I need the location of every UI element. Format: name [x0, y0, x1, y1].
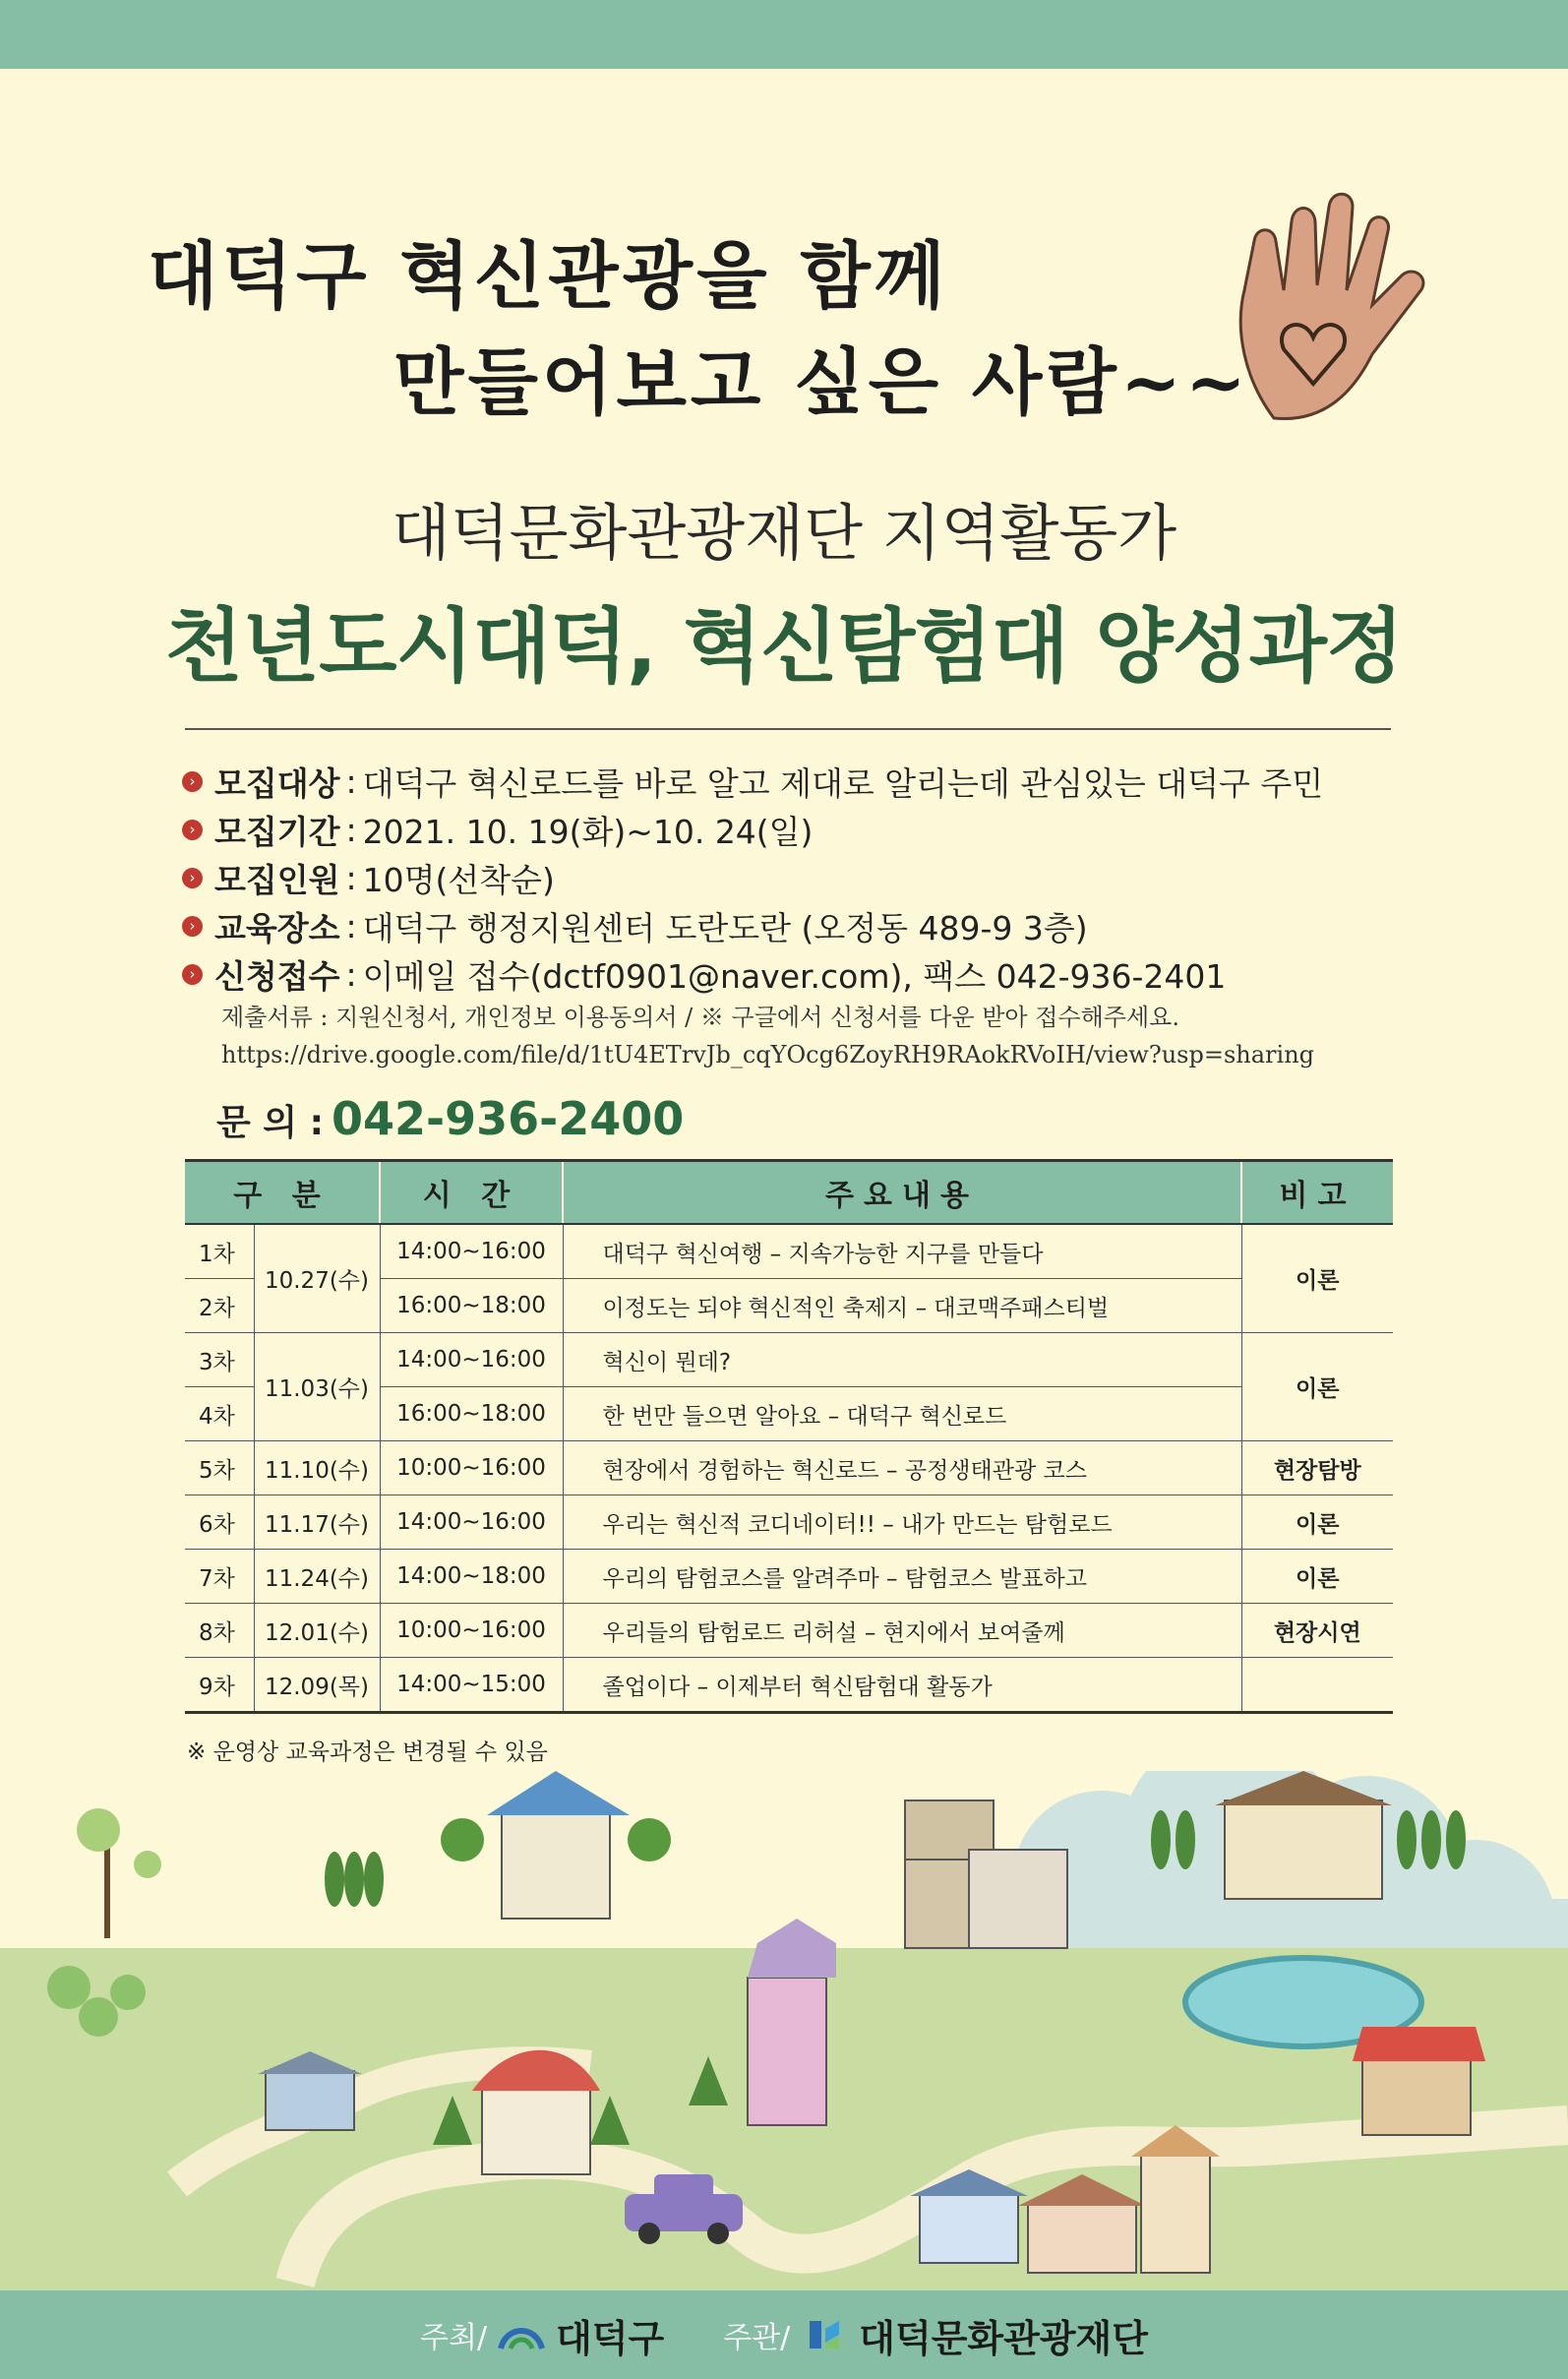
header-content: 주요내용: [563, 1161, 1241, 1225]
table-header: [185, 1161, 1393, 1225]
host-org: [420, 2308, 664, 2362]
contact-label: 문 의 :: [216, 1103, 325, 1143]
documents-link[interactable]: https://drive.google.com/file/d/1tU4ETrvJb_cqYOcg6ZoyRH9RAokRVoIH/view?usp=sharing: [221, 1041, 1315, 1068]
info-value: 2021. 10. 19(화)~10. 24(일): [362, 813, 814, 851]
date-cell: 10.27(수): [254, 1224, 380, 1333]
info-label: 신청접수: [214, 957, 340, 996]
hand-heart-icon: [1215, 182, 1451, 428]
divider: [185, 728, 1391, 730]
host-name: 대덕구: [556, 2316, 665, 2360]
organizer-name: 대덕문화관광재단: [859, 2316, 1148, 2360]
arrow-bullet-icon: ›: [182, 820, 203, 840]
round-cell: 4차: [185, 1387, 254, 1441]
organizer-label: 주관/: [723, 2321, 791, 2355]
info-row: [182, 950, 1421, 999]
headline-line-2: 만들어보고 싶은 사람~~: [393, 340, 1250, 425]
table-row: [185, 1224, 1393, 1279]
organizer-org: [723, 2308, 1148, 2362]
round-cell: 2차: [185, 1279, 254, 1333]
info-separator: :: [345, 762, 357, 801]
subtitle: 대덕문화관광재단 지역활동가: [391, 497, 1177, 569]
info-row: [182, 806, 1421, 854]
info-separator: :: [345, 907, 357, 946]
info-label: 모집대상: [214, 764, 340, 803]
time-cell: 14:00~16:00: [380, 1333, 563, 1387]
info-separator: :: [345, 811, 357, 849]
note-cell: 이론: [1241, 1550, 1393, 1604]
date-cell: 11.24(수): [254, 1550, 380, 1604]
time-cell: 14:00~16:00: [380, 1495, 563, 1550]
date-cell: 12.09(목): [254, 1658, 380, 1713]
table-row: [185, 1550, 1393, 1604]
table-row: [185, 1441, 1393, 1495]
note-cell: 이론: [1241, 1224, 1393, 1333]
content-cell: 우리의 탐험코스를 알려주마 – 탐험코스 발표하고: [563, 1550, 1241, 1604]
content-cell: 이정도는 되야 혁신적인 축제지 – 대코맥주패스티벌: [563, 1279, 1241, 1333]
note-cell: 이론: [1241, 1495, 1393, 1550]
info-separator: :: [345, 955, 357, 994]
info-value: 대덕구 혁신로드를 바로 알고 제대로 알리는데 관심있는 대덕구 주민: [362, 764, 1324, 803]
content-cell: 우리는 혁신적 코디네이터!! – 내가 만드는 탐험로드: [563, 1495, 1241, 1550]
content-cell: 한 번만 들으면 알아요 – 대덕구 혁신로드: [563, 1387, 1241, 1441]
arrow-bullet-icon: ›: [182, 771, 203, 792]
date-cell: 11.03(수): [254, 1333, 380, 1441]
host-label: 주최/: [420, 2321, 488, 2355]
table-row: [185, 1604, 1393, 1658]
info-row: [182, 854, 1421, 902]
date-cell: 11.10(수): [254, 1441, 380, 1495]
round-cell: 6차: [185, 1495, 254, 1550]
round-cell: 9차: [185, 1658, 254, 1713]
info-label: 교육장소: [214, 909, 340, 947]
village-illustration: [0, 1771, 1568, 2290]
info-value: 대덕구 행정지원센터 도란도란 (오정동 489-9 3층): [362, 909, 1088, 947]
content-cell: 현장에서 경험하는 혁신로드 – 공정생태관광 코스: [563, 1441, 1241, 1495]
time-cell: 14:00~16:00: [380, 1224, 563, 1279]
round-cell: 5차: [185, 1441, 254, 1495]
time-cell: 16:00~18:00: [380, 1387, 563, 1441]
date-cell: 11.17(수): [254, 1495, 380, 1550]
table-row: [185, 1658, 1393, 1713]
note-cell: 현장시연: [1241, 1604, 1393, 1658]
arrow-bullet-icon: ›: [182, 964, 203, 985]
page-title: 천년도시대덕, 혁신탐험대 양성과정: [164, 600, 1404, 694]
schedule-table: [185, 1159, 1393, 1714]
info-label: 모집인원: [214, 861, 340, 899]
header-round: 구 분: [185, 1161, 380, 1225]
recruit-info: [182, 758, 1421, 1073]
daedeok-gu-logo-icon: [497, 2315, 546, 2354]
contact: [216, 1092, 684, 1145]
arrow-bullet-icon: ›: [182, 916, 203, 937]
round-cell: 3차: [185, 1333, 254, 1387]
footer-band: [0, 2290, 1568, 2379]
documents-note: 제출서류 : 지원신청서, 개인정보 이용동의서 / ※ 구글에서 신청서를 다운 받아 접수해주세요.: [221, 1004, 1179, 1031]
time-cell: 14:00~18:00: [380, 1550, 563, 1604]
round-cell: 8차: [185, 1604, 254, 1658]
info-row: [182, 902, 1421, 950]
time-cell: 10:00~16:00: [380, 1604, 563, 1658]
table-row: [185, 1333, 1393, 1387]
time-cell: 16:00~18:00: [380, 1279, 563, 1333]
arrow-bullet-icon: ›: [182, 868, 203, 888]
info-value: 이메일 접수(dctf0901@naver.com), 팩스 042-936-2401: [362, 957, 1227, 996]
note-cell: 현장탐방: [1241, 1441, 1393, 1495]
table-row: [185, 1495, 1393, 1550]
headline-line-1: 대덕구 혁신관광을 함께: [148, 234, 949, 319]
round-cell: 7차: [185, 1550, 254, 1604]
content-cell: 졸업이다 – 이제부터 혁신탐험대 활동가: [563, 1658, 1241, 1713]
top-band: [0, 0, 1568, 69]
info-value: 10명(선착순): [362, 861, 555, 899]
time-cell: 14:00~15:00: [380, 1658, 563, 1713]
date-cell: 12.01(수): [254, 1604, 380, 1658]
info-label: 모집기간: [214, 813, 340, 851]
header-time: 시 간: [380, 1161, 563, 1225]
time-cell: 10:00~16:00: [380, 1441, 563, 1495]
contact-phone: 042-936-2400: [332, 1092, 685, 1145]
content-cell: 혁신이 뭔데?: [563, 1333, 1241, 1387]
header-note: 비고: [1241, 1161, 1393, 1225]
foundation-logo-icon: [800, 2315, 849, 2354]
content-cell: 우리들의 탐험로드 리허설 – 현지에서 보여줄께: [563, 1604, 1241, 1658]
content-cell: 대덕구 혁신여행 – 지속가능한 지구를 만들다: [563, 1224, 1241, 1279]
info-separator: :: [345, 859, 357, 897]
note-cell: [1241, 1658, 1393, 1713]
table-footnote: ※ 운영상 교육과정은 변경될 수 있음: [187, 1739, 548, 1765]
round-cell: 1차: [185, 1224, 254, 1279]
note-cell: 이론: [1241, 1333, 1393, 1441]
info-row: [182, 758, 1421, 806]
